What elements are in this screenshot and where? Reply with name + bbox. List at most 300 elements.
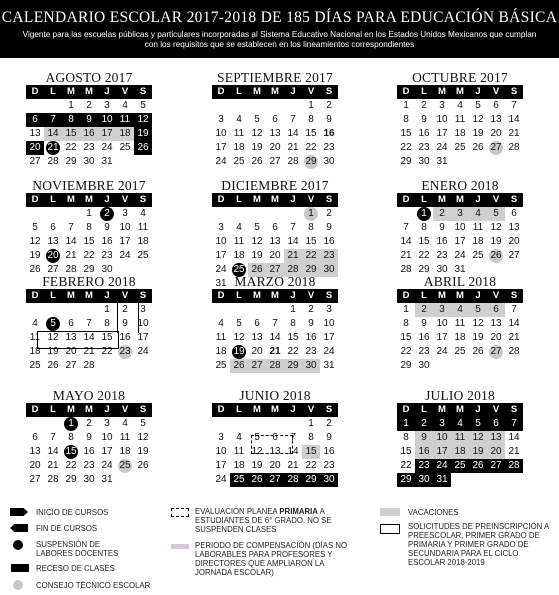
- day-cell: 23: [323, 460, 335, 471]
- day-cell: 24: [323, 346, 335, 357]
- weekday-header: M: [62, 403, 80, 417]
- day-cell: 24: [119, 250, 131, 261]
- weekday-header: D: [26, 85, 44, 99]
- day-cell: 14: [83, 332, 95, 343]
- day-cell: 19: [472, 332, 484, 343]
- day-cell: 19: [251, 142, 263, 153]
- weekday-header: V: [302, 193, 320, 207]
- day-cell: 4: [469, 207, 487, 221]
- day-cell: 20: [487, 445, 505, 459]
- day-cell: 21: [287, 460, 299, 471]
- weekday-header: S: [505, 403, 523, 417]
- day-cell: 21: [508, 128, 520, 139]
- day-cell: 29: [302, 473, 320, 487]
- weekday-header: L: [230, 289, 248, 303]
- day-cell: 4: [122, 100, 128, 111]
- month-title: DICIEMBRE 2017: [221, 178, 329, 193]
- cte-icon: [13, 580, 23, 590]
- day-cell: 24: [215, 156, 227, 167]
- month-0: [26, 70, 174, 183]
- day-cell: 9: [421, 114, 427, 125]
- weekday-header: V: [116, 85, 134, 99]
- day-cell: 17: [215, 460, 227, 471]
- day-cell: 9: [439, 222, 445, 233]
- day-cell: 1: [68, 100, 74, 111]
- day-cell: 27: [47, 264, 59, 275]
- day-cell: 3: [433, 417, 451, 431]
- month-title: OCTUBRE 2017: [412, 70, 508, 85]
- day-cell: 30: [415, 473, 433, 487]
- day-cell: 9: [421, 318, 427, 329]
- day-cell: 24: [454, 250, 466, 261]
- day-cell: 21: [400, 250, 412, 261]
- day-cell: 9: [326, 114, 332, 125]
- receso-icon: [11, 564, 29, 572]
- day-cell: 27: [29, 156, 41, 167]
- planea-icon: [171, 508, 189, 517]
- day-cell: 26: [137, 460, 149, 471]
- day-cell: 23: [83, 142, 95, 153]
- day-cell: 23: [418, 346, 430, 357]
- day-cell: 4: [236, 222, 242, 233]
- day-cell: 7: [290, 432, 296, 443]
- weekday-header: M: [266, 193, 284, 207]
- month-title: NOVIEMBRE 2017: [32, 178, 146, 193]
- day-cell: 8: [403, 114, 409, 125]
- day-cell: 28: [284, 263, 302, 277]
- day-cell: 20: [47, 250, 59, 261]
- day-cell: 19: [134, 127, 152, 141]
- day-cell: 19: [472, 128, 484, 139]
- weekday-header: J: [98, 85, 116, 99]
- day-cell: 24: [101, 460, 113, 471]
- day-cell: 9: [326, 222, 332, 233]
- day-cell: 18: [29, 346, 41, 357]
- inicio-cursos-icon: [10, 508, 28, 516]
- weekday-header: D: [397, 289, 415, 303]
- day-cell: 12: [137, 432, 149, 443]
- legend-cte: CONSEJO TÉCNICO ESCOLAR: [36, 581, 151, 590]
- day-cell: 24: [436, 142, 448, 153]
- day-cell: 15: [400, 446, 412, 457]
- day-cell: 16: [119, 332, 131, 343]
- day-cell: 23: [305, 346, 317, 357]
- weekday-header: S: [134, 289, 152, 303]
- day-cell: 4: [451, 417, 469, 431]
- day-cell: 22: [305, 460, 317, 471]
- weekday-header: M: [433, 193, 451, 207]
- day-cell: 13: [487, 431, 505, 445]
- weekday-header: M: [62, 85, 80, 99]
- day-cell: 25: [233, 264, 245, 275]
- day-cell: 29: [397, 473, 415, 487]
- day-cell: 3: [218, 222, 224, 233]
- day-cell: 3: [218, 432, 224, 443]
- day-cell: 8: [308, 222, 314, 233]
- day-cell: 17: [323, 332, 335, 343]
- day-cell: 19: [137, 446, 149, 457]
- day-cell: 29: [284, 359, 302, 373]
- day-cell: 20: [65, 346, 77, 357]
- month-title: MARZO 2018: [234, 274, 316, 289]
- month-title: MAYO 2018: [52, 388, 126, 403]
- month-title: FEBRERO 2018: [42, 274, 136, 289]
- day-cell: 21: [508, 332, 520, 343]
- month-10: [212, 388, 360, 501]
- day-cell: 21: [287, 142, 299, 153]
- day-cell: 15: [101, 332, 113, 343]
- day-cell: 27: [269, 156, 281, 167]
- weekday-header: J: [98, 403, 116, 417]
- weekday-header: M: [433, 85, 451, 99]
- weekday-header: D: [397, 85, 415, 99]
- day-cell: 1: [308, 100, 314, 111]
- weekday-header: L: [44, 85, 62, 99]
- day-cell: 8: [403, 432, 409, 443]
- day-cell: 28: [47, 156, 59, 167]
- day-cell: 6: [32, 432, 38, 443]
- month-2: [397, 70, 545, 183]
- weekday-header: M: [62, 289, 80, 303]
- day-cell: 25: [29, 360, 41, 371]
- day-cell: 14: [508, 432, 520, 443]
- day-cell: 3: [140, 304, 146, 315]
- weekday-header: S: [320, 289, 338, 303]
- day-cell: 9: [104, 222, 110, 233]
- day-cell: 13: [29, 128, 41, 139]
- calendar-header: [0, 0, 559, 58]
- day-cell: 30: [101, 264, 113, 275]
- day-cell: 3: [122, 208, 128, 219]
- weekday-header: L: [415, 85, 433, 99]
- month-title: SEPTIEMBRE 2017: [217, 70, 333, 85]
- day-cell: 23: [119, 346, 131, 357]
- day-cell: 6: [511, 208, 517, 219]
- day-cell: 20: [269, 142, 281, 153]
- weekday-header: D: [212, 403, 230, 417]
- weekday-header: S: [505, 193, 523, 207]
- month-9: [26, 388, 174, 501]
- day-cell: 8: [290, 318, 296, 329]
- weekday-header: M: [433, 289, 451, 303]
- weekday-header: V: [487, 289, 505, 303]
- day-cell: 10: [215, 236, 227, 247]
- day-cell: 7: [505, 417, 523, 431]
- day-cell: 25: [215, 360, 227, 371]
- day-cell: 15: [302, 445, 320, 459]
- day-cell: 10: [98, 113, 116, 127]
- day-cell: 19: [251, 250, 263, 261]
- day-cell: 26: [469, 459, 487, 473]
- day-cell: 25: [119, 142, 131, 153]
- day-cell: 11: [233, 236, 245, 247]
- day-cell: 13: [29, 446, 41, 457]
- weekday-header: M: [248, 403, 266, 417]
- day-cell: 31: [433, 473, 451, 487]
- day-cell: 18: [116, 127, 134, 141]
- page-title: CALENDARIO ESCOLAR 2017-2018 DE 185 DÍAS PARA EDUCACIÓN BÁSICA: [1, 9, 558, 26]
- month-6: [26, 274, 174, 387]
- weekday-header: D: [212, 193, 230, 207]
- day-cell: 8: [104, 318, 110, 329]
- day-cell: 6: [68, 318, 74, 329]
- day-cell: 16: [305, 332, 317, 343]
- weekday-header: L: [415, 289, 433, 303]
- day-cell: 9: [326, 432, 332, 443]
- weekday-header: M: [80, 403, 98, 417]
- day-cell: 27: [29, 474, 41, 485]
- day-cell: 16: [83, 446, 95, 457]
- weekday-header: L: [230, 85, 248, 99]
- day-cell: 23: [418, 142, 430, 153]
- fin-cursos-icon: [10, 524, 28, 532]
- day-cell: 2: [415, 417, 433, 431]
- day-cell: 24: [215, 264, 227, 275]
- day-cell: 14: [508, 114, 520, 125]
- day-cell: 22: [65, 460, 77, 471]
- day-cell: 16: [80, 127, 98, 141]
- day-cell: 28: [83, 360, 95, 371]
- legend-inicio: INICIO DE CURSOS: [36, 508, 109, 517]
- day-cell: 6: [272, 114, 278, 125]
- day-cell: 12: [29, 236, 41, 247]
- weekday-header: M: [248, 289, 266, 303]
- day-cell: 22: [83, 250, 95, 261]
- day-cell: 13: [269, 446, 281, 457]
- month-title: ENERO 2018: [421, 178, 499, 193]
- day-cell: 2: [122, 304, 128, 315]
- day-cell: 31: [436, 156, 448, 167]
- day-cell: 25: [233, 156, 245, 167]
- day-cell: 5: [254, 222, 260, 233]
- day-cell: 19: [47, 346, 59, 357]
- day-cell: 22: [400, 460, 412, 471]
- weekday-header: L: [415, 193, 433, 207]
- day-cell: 26: [251, 156, 263, 167]
- day-cell: 11: [119, 432, 131, 443]
- day-cell: 27: [266, 473, 284, 487]
- day-cell: 30: [418, 156, 430, 167]
- day-cell: 30: [83, 156, 95, 167]
- day-cell: 22: [101, 346, 113, 357]
- day-cell: 24: [101, 142, 113, 153]
- weekday-header: M: [266, 403, 284, 417]
- day-cell: 10: [137, 318, 149, 329]
- day-cell: 5: [469, 417, 487, 431]
- weekday-header: J: [98, 289, 116, 303]
- day-cell: 22: [400, 346, 412, 357]
- day-cell: 16: [101, 236, 113, 247]
- day-cell: 30: [320, 473, 338, 487]
- day-cell: 31: [101, 474, 113, 485]
- day-cell: 18: [137, 236, 149, 247]
- day-cell: 10: [101, 432, 113, 443]
- day-cell: 1: [290, 304, 296, 315]
- day-cell: 30: [323, 156, 335, 167]
- day-cell: 31: [323, 360, 335, 371]
- day-cell: 7: [403, 222, 409, 233]
- day-cell: 19: [251, 460, 263, 471]
- day-cell: 30: [320, 263, 338, 277]
- day-cell: 27: [490, 142, 502, 153]
- day-cell: 8: [86, 222, 92, 233]
- day-cell: 29: [83, 264, 95, 275]
- weekday-header: D: [26, 403, 44, 417]
- weekday-header: M: [451, 85, 469, 99]
- day-cell: 30: [302, 359, 320, 373]
- day-cell: 4: [457, 100, 463, 111]
- day-cell: 28: [508, 346, 520, 357]
- day-cell: 1: [403, 304, 409, 315]
- day-cell: 25: [451, 459, 469, 473]
- weekday-header: M: [80, 193, 98, 207]
- weekday-header: L: [44, 403, 62, 417]
- month-1: [212, 70, 360, 183]
- legend-suspension: SUSPENSIÓN DE LABORES DOCENTES: [36, 540, 119, 558]
- day-cell: 20: [26, 141, 44, 155]
- day-cell: 11: [233, 446, 245, 457]
- day-cell: 12: [251, 446, 263, 457]
- weekday-header: S: [134, 85, 152, 99]
- day-cell: 21: [47, 460, 59, 471]
- day-cell: 17: [436, 128, 448, 139]
- day-cell: 7: [86, 318, 92, 329]
- day-cell: 27: [266, 263, 284, 277]
- day-cell: 7: [50, 432, 56, 443]
- day-cell: 1: [86, 208, 92, 219]
- day-cell: 11: [215, 332, 227, 343]
- day-cell: 5: [140, 100, 146, 111]
- day-cell: 29: [418, 264, 430, 275]
- day-cell: 3: [218, 114, 224, 125]
- day-cell: 20: [508, 236, 520, 247]
- day-cell: 9: [80, 113, 98, 127]
- day-cell: 27: [508, 250, 520, 261]
- day-cell: 22: [400, 142, 412, 153]
- day-cell: 12: [134, 113, 152, 127]
- day-cell: 6: [26, 113, 44, 127]
- day-cell: 14: [287, 128, 299, 139]
- legend-compensacion: PERIODO DE COMPENSACIÓN (DÍAS NO LABORABLES PARA PROFESORES Y DIRECTORES QUE AMPLIARON LA JORNADA ESCOLAR): [195, 541, 348, 577]
- day-cell: 26: [472, 346, 484, 357]
- day-cell: 21: [508, 446, 520, 457]
- day-cell: 11: [233, 128, 245, 139]
- day-cell: 31: [454, 264, 466, 275]
- day-cell: 20: [269, 460, 281, 471]
- day-cell: 25: [119, 460, 131, 471]
- day-cell: 23: [415, 459, 433, 473]
- day-cell: 23: [323, 142, 335, 153]
- day-cell: 10: [215, 446, 227, 457]
- day-cell: 29: [65, 156, 77, 167]
- day-cell: 25: [230, 473, 248, 487]
- day-cell: 1: [308, 418, 314, 429]
- day-cell: 18: [215, 346, 227, 357]
- weekday-header: J: [284, 193, 302, 207]
- month-title: ABRIL 2018: [423, 274, 497, 289]
- weekday-header: V: [302, 289, 320, 303]
- weekday-header: L: [44, 193, 62, 207]
- day-cell: 5: [469, 303, 487, 317]
- weekday-header: S: [320, 193, 338, 207]
- day-cell: 16: [418, 332, 430, 343]
- day-cell: 11: [454, 114, 466, 125]
- day-cell: 28: [284, 473, 302, 487]
- day-cell: 13: [47, 236, 59, 247]
- weekday-header: L: [44, 289, 62, 303]
- day-cell: 8: [421, 222, 427, 233]
- preinscripcion-icon: [380, 524, 400, 534]
- day-cell: 18: [233, 460, 245, 471]
- day-cell: 28: [266, 359, 284, 373]
- suspension-icon: [13, 540, 23, 550]
- day-cell: 1: [403, 100, 409, 111]
- weekday-header: M: [80, 85, 98, 99]
- day-cell: 7: [272, 318, 278, 329]
- weekday-header: V: [487, 403, 505, 417]
- weekday-header: J: [469, 289, 487, 303]
- day-cell: 15: [287, 332, 299, 343]
- day-cell: 2: [421, 100, 427, 111]
- weekday-header: D: [26, 289, 44, 303]
- day-cell: 12: [472, 114, 484, 125]
- weekday-header: M: [451, 193, 469, 207]
- day-cell: 10: [436, 114, 448, 125]
- weekday-header: J: [469, 403, 487, 417]
- day-cell: 15: [65, 446, 77, 457]
- day-cell: 13: [65, 332, 77, 343]
- day-cell: 5: [254, 432, 260, 443]
- day-cell: 13: [269, 236, 281, 247]
- day-cell: 27: [487, 459, 505, 473]
- day-cell: 1: [417, 207, 431, 221]
- day-cell: 18: [233, 250, 245, 261]
- day-cell: 22: [65, 142, 77, 153]
- day-cell: 17: [436, 332, 448, 343]
- weekday-header: S: [505, 85, 523, 99]
- day-cell: 28: [508, 142, 520, 153]
- weekday-header: M: [62, 193, 80, 207]
- day-cell: 20: [269, 250, 281, 261]
- day-cell: 18: [472, 236, 484, 247]
- month-title: JUNIO 2018: [239, 388, 311, 403]
- day-cell: 7: [511, 304, 517, 315]
- day-cell: 10: [119, 222, 131, 233]
- day-cell: 17: [215, 250, 227, 261]
- day-cell: 5: [254, 114, 260, 125]
- day-cell: 12: [47, 332, 59, 343]
- day-cell: 5: [487, 207, 505, 221]
- day-cell: 2: [326, 100, 332, 111]
- weekday-header: M: [266, 85, 284, 99]
- weekday-header: V: [302, 403, 320, 417]
- day-cell: 11: [451, 431, 469, 445]
- day-cell: 21: [47, 142, 59, 153]
- day-cell: 19: [29, 250, 41, 261]
- day-cell: 16: [323, 236, 335, 247]
- day-cell: 8: [308, 114, 314, 125]
- legend-fin: FIN DE CURSOS: [36, 524, 98, 533]
- day-cell: 15: [305, 128, 317, 139]
- day-cell: 25: [137, 250, 149, 261]
- day-cell: 12: [233, 332, 245, 343]
- day-cell: 9: [308, 318, 314, 329]
- day-cell: 7: [44, 113, 62, 127]
- day-cell: 31: [215, 278, 227, 289]
- day-cell: 20: [251, 346, 263, 357]
- day-cell: 9: [415, 431, 433, 445]
- weekday-header: M: [451, 403, 469, 417]
